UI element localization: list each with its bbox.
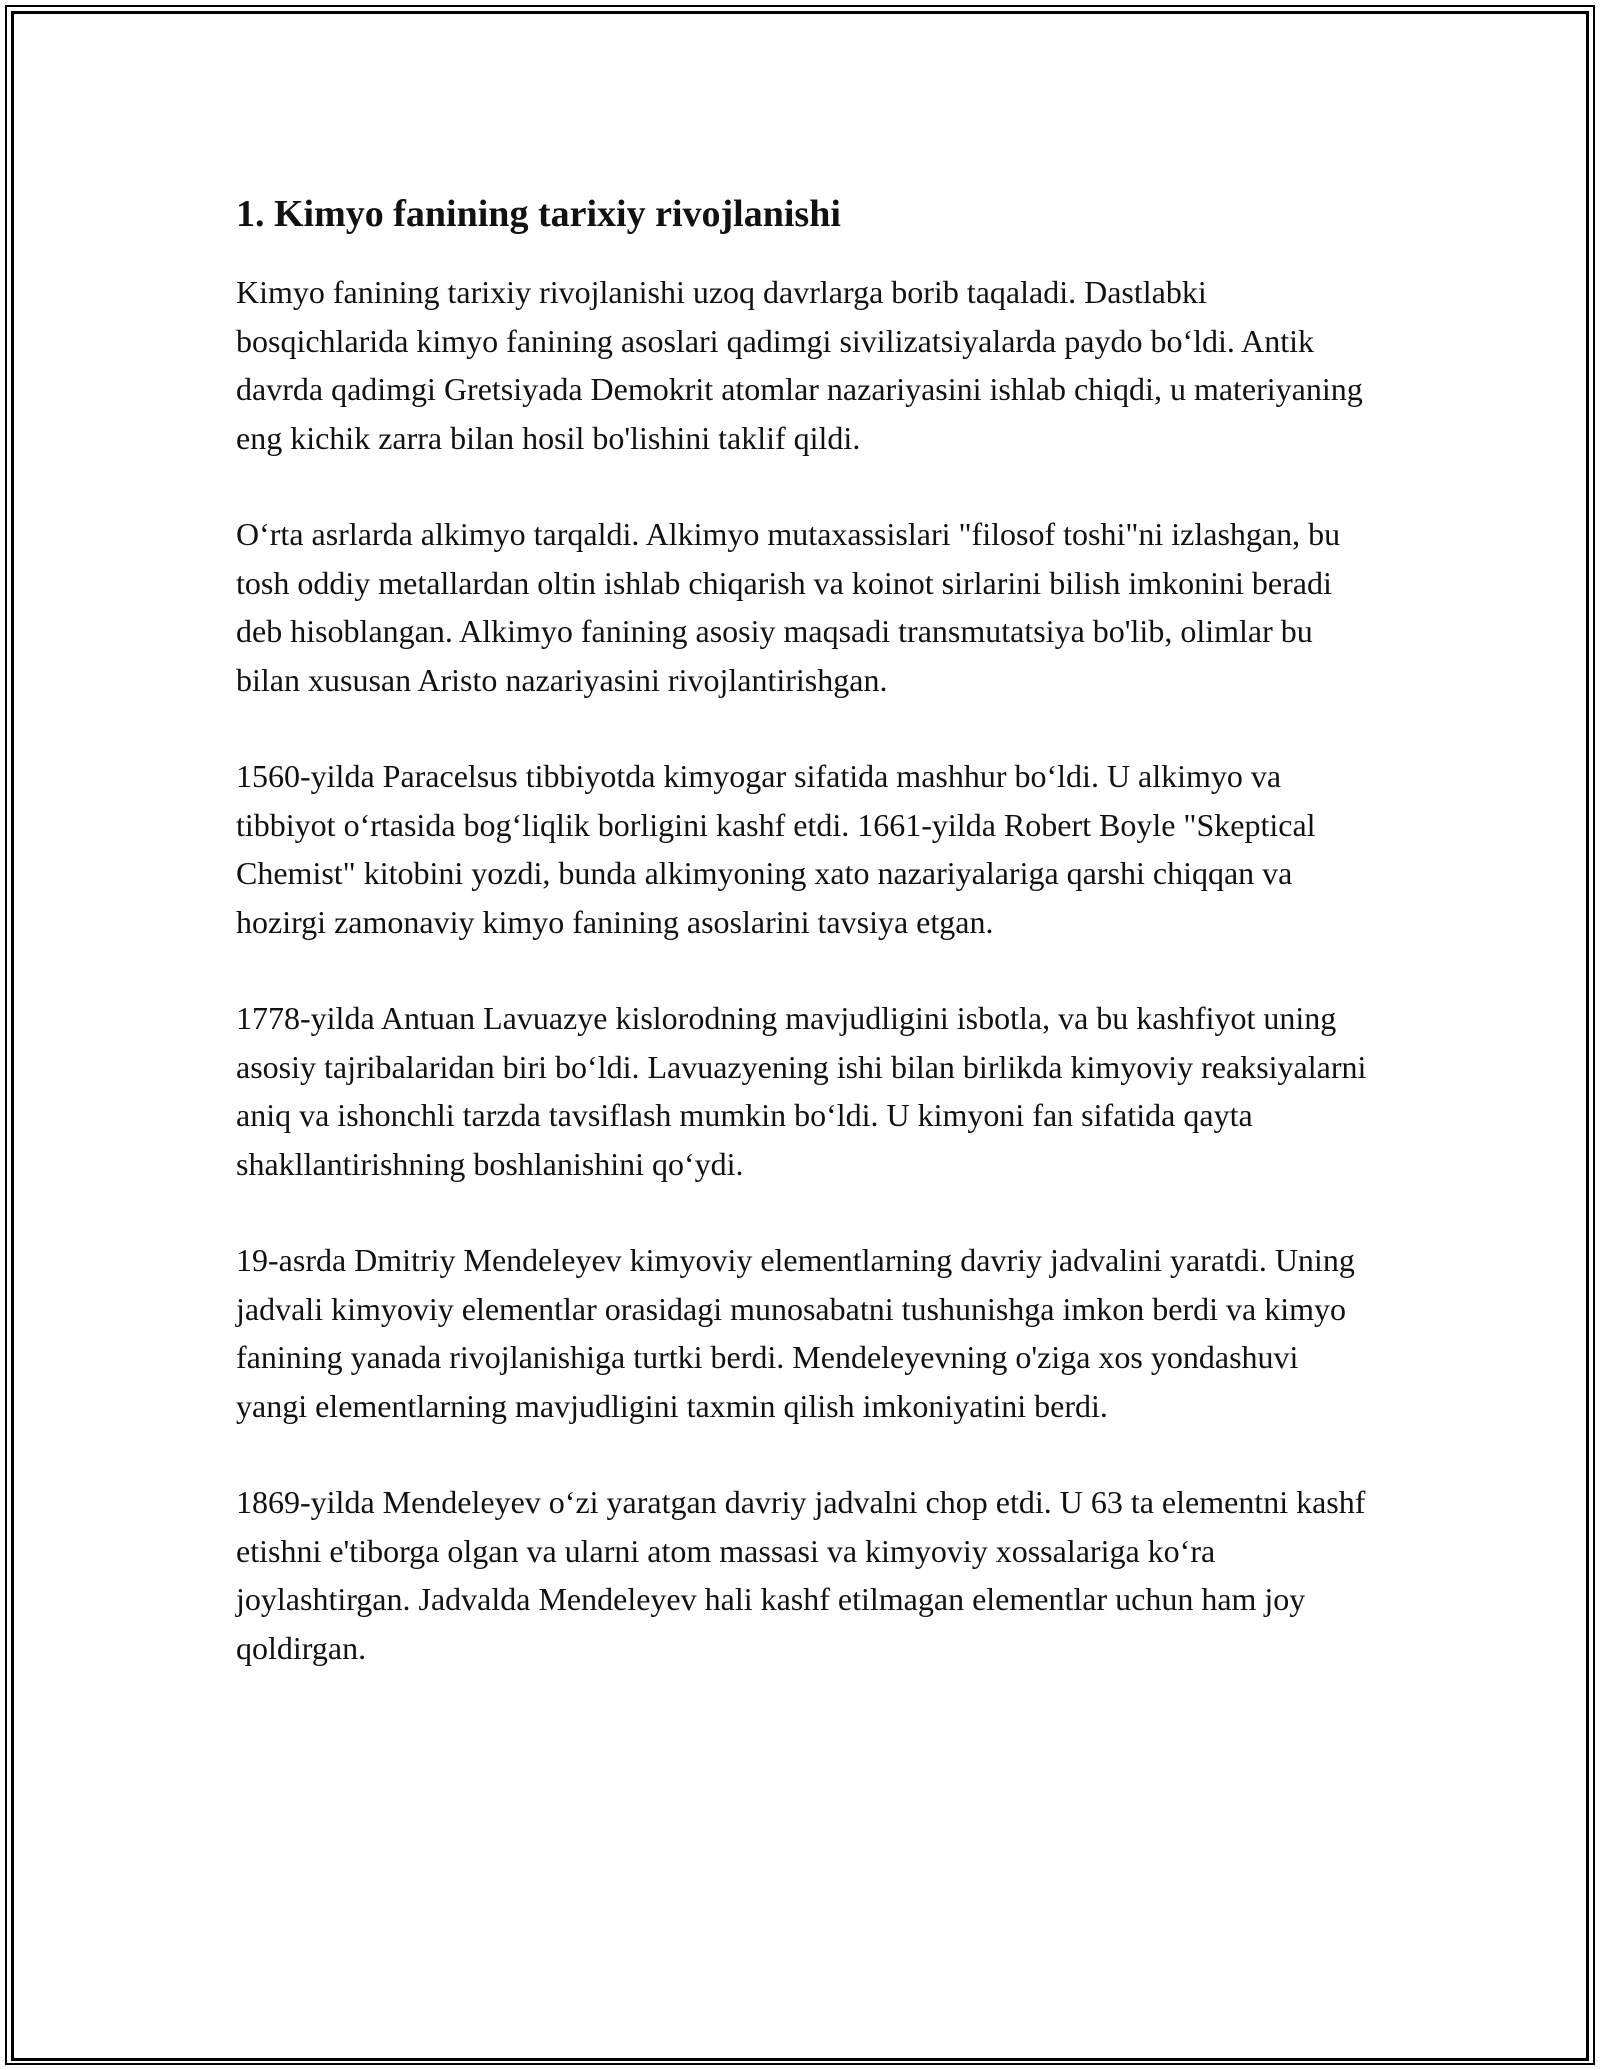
section-heading: 1. Kimyo fanining tarixiy rivojlanishi xyxy=(236,193,841,235)
document-body xyxy=(236,188,1376,1720)
paragraph-paracelsus-boyle: 1560-yilda Paracelsus tibbiyotda kimyogar sifatida mashhur bo‘ldi. U alkimyo va tibbiyot o‘rtasida bog‘liqlik borligini kashf etdi. 1661-yilda Robert Boyle "Skeptical Chemist" kitobini yozdi, bunda alkimyoning xato nazariyalariga qarshi chiqqan va hozirgi zamonaviy kimyo fanining asoslarini tavsiya etgan. xyxy=(236,758,1316,940)
paragraph-alchemy: O‘rta asrlarda alkimyo tarqaldi. Alkimyo mutaxassislari "filosof toshi"ni izlashgan, bu tosh oddiy metallardan oltin ishlab chiqarish va koinot sirlarini bilish imkonini beradi deb hisoblangan. Alkimyo fanining asosiy maqsadi transmutatsiya bo'lib, olimlar bu bilan xususan Aristo nazariyasini rivojlantirishgan. xyxy=(236,516,1341,698)
paragraph-lavoisier: 1778-yilda Antuan Lavuazye kislorodning mavjudligini isbotla, va bu kashfiyot uning asosiy tajribalaridan biri bo‘ldi. Lavuazyening ishi bilan birlikda kimyoviy reaksiyalarni aniq va ishonchli tarzda tavsiflash mumkin bo‘ldi. U kimyoni fan sifatida qayta shakllantirishning boshlanishini qo‘ydi. xyxy=(236,1000,1367,1182)
paragraph-mendeleev: 19-asrda Dmitriy Mendeleyev kimyoviy elementlarning davriy jadvalini yaratdi. Uning jadvali kimyoviy elementlar orasidagi munosabatni tushunishga imkon berdi va kimyo fanining yanada rivojlanishiga turtki berdi. Mendeleyevning o'ziga xos yondashuvi yangi elementlarning mavjudligini taxmin qilish imkoniyatini berdi. xyxy=(236,1242,1355,1424)
paragraph-periodic-table-1869: 1869-yilda Mendeleyev o‘zi yaratgan davriy jadvalni chop etdi. U 63 ta elementni kashf etishni e'tiborga olgan va ularni atom massasi va kimyoviy xossalariga ko‘ra joylashtirgan. Jadvalda Mendeleyev hali kashf etilmagan elementlar uchun ham joy qoldirgan. xyxy=(236,1484,1366,1666)
paragraph-ancient-origins: Kimyo fanining tarixiy rivojlanishi uzoq davrlarga borib taqaladi. Dastlabki bosqichlarida kimyo fanining asoslari qadimgi sivilizatsiyalarda paydo bo‘ldi. Antik davrda qadimgi Gretsiyada Demokrit atomlar nazariyasini ishlab chiqdi, u materiyaning eng kichik zarra bilan hosil bo'lishini taklif qildi. xyxy=(236,274,1363,456)
